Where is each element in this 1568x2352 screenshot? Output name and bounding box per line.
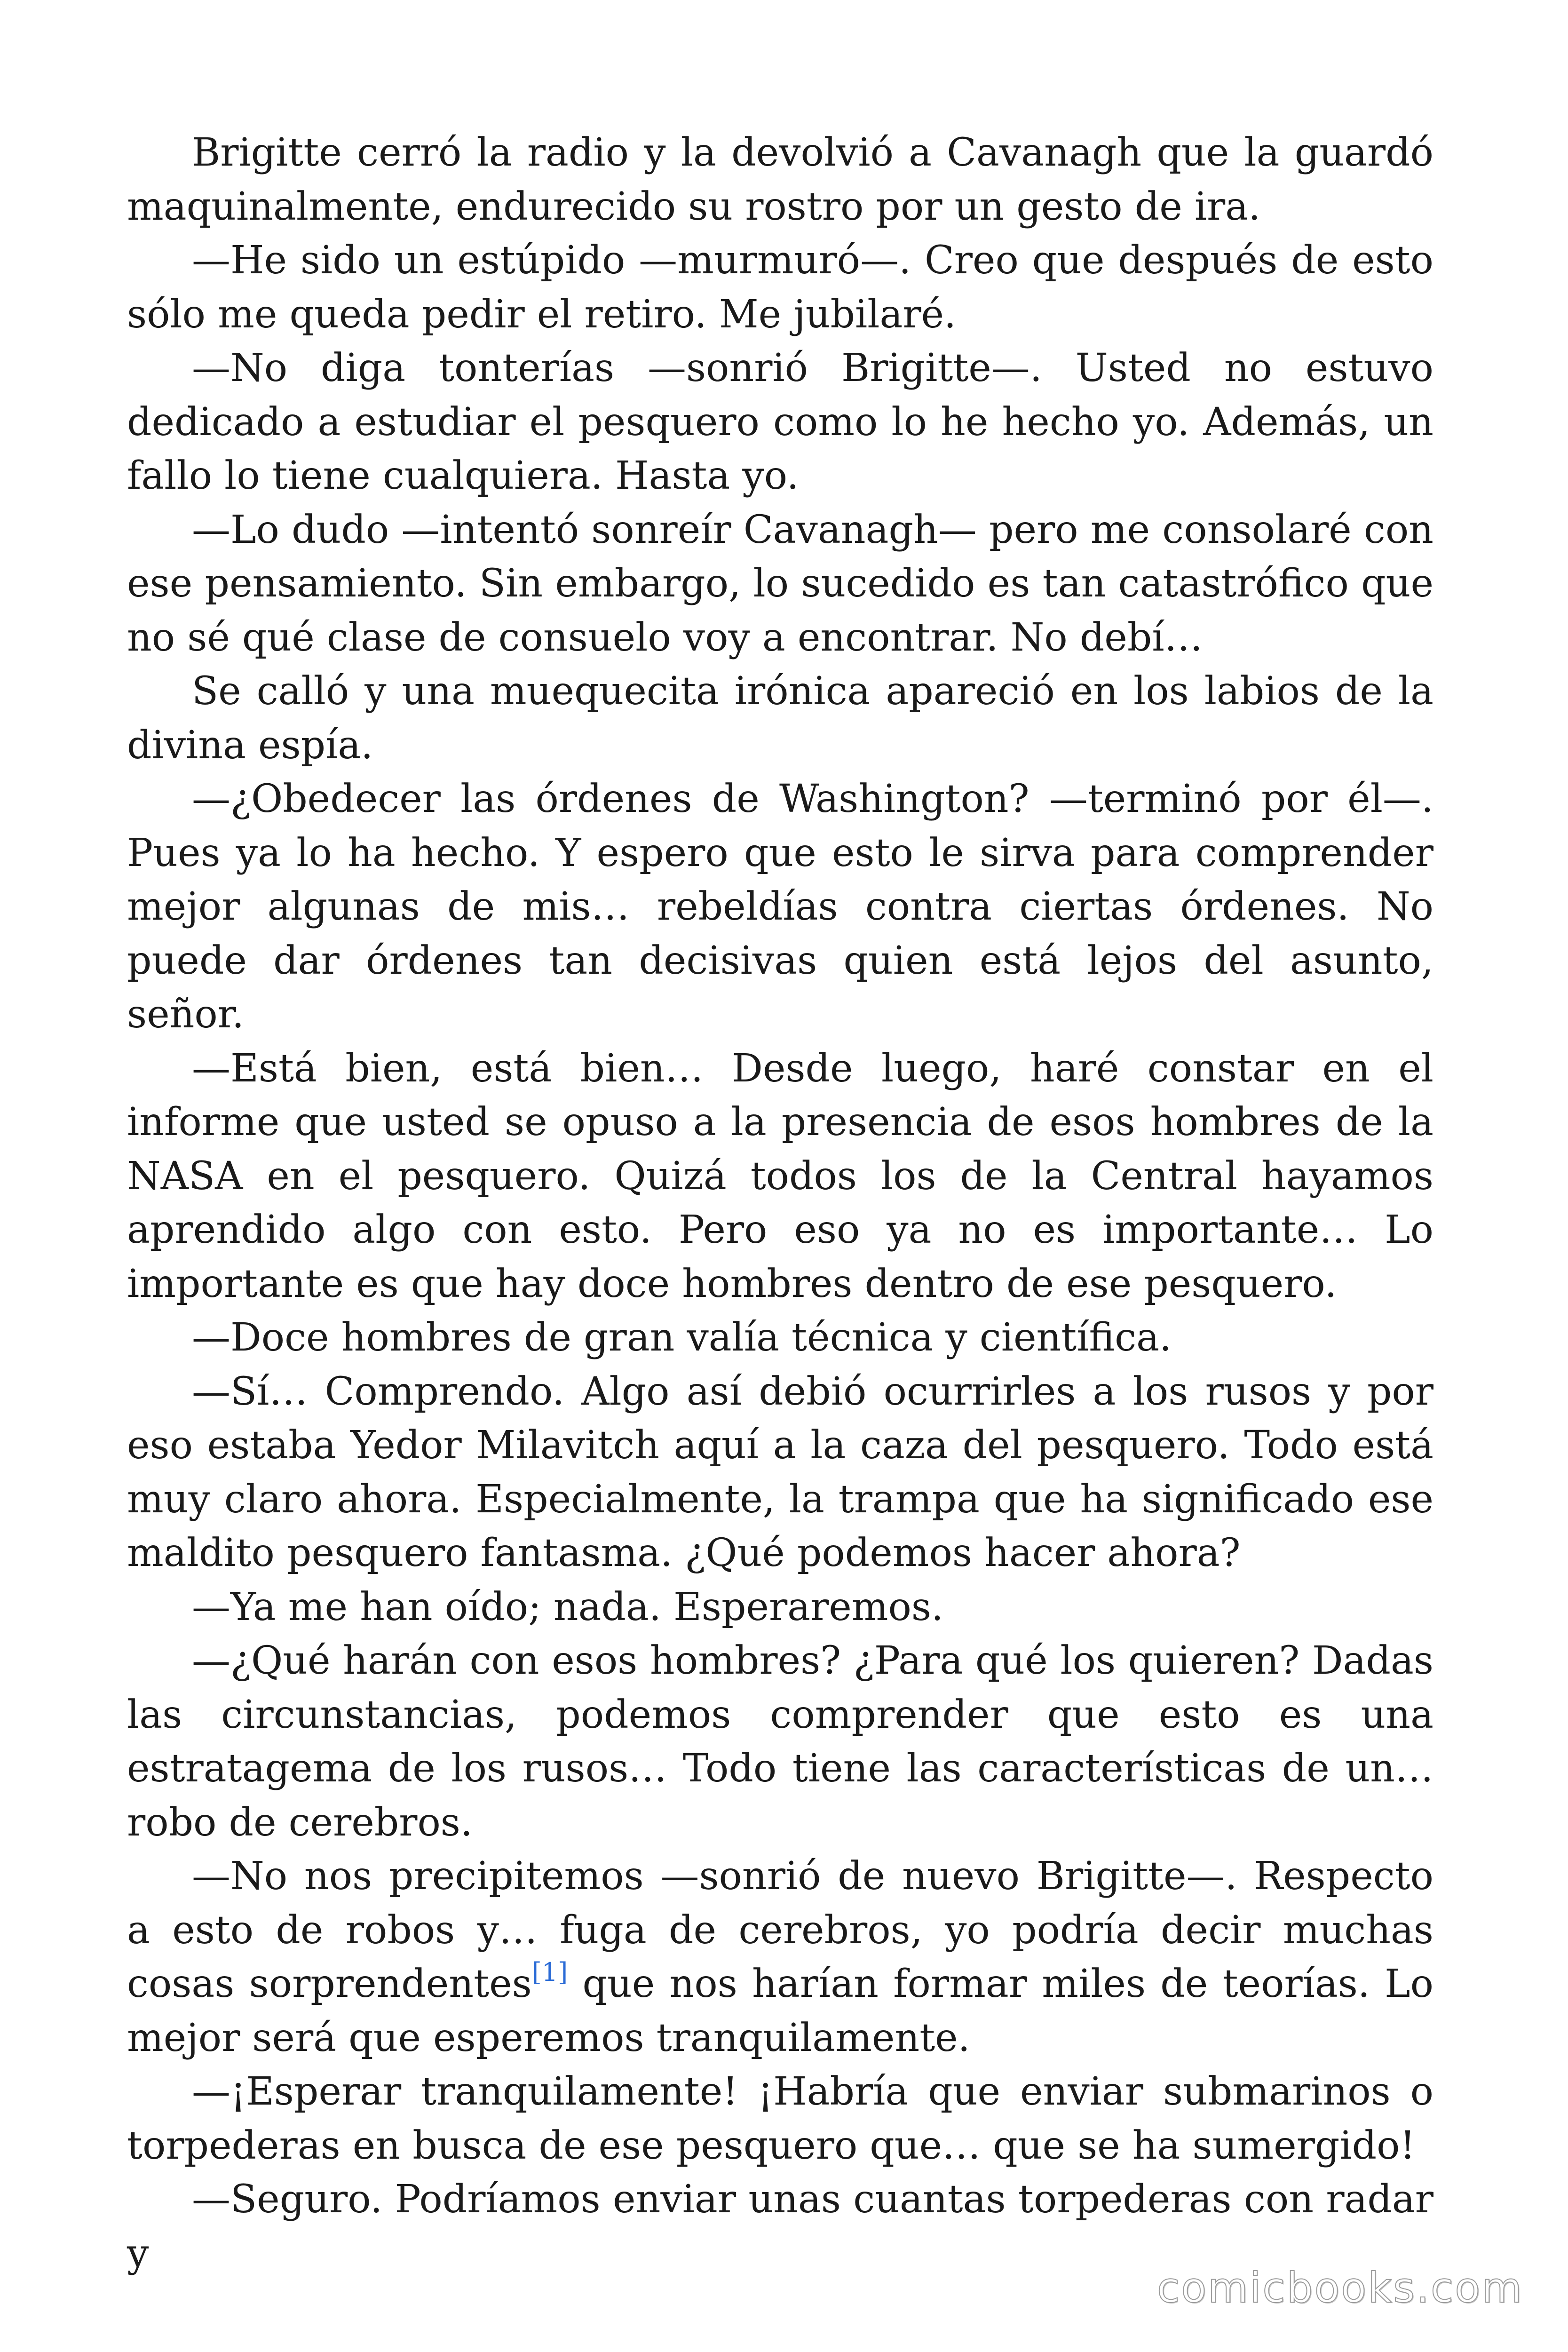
- paragraph: —¡Esperar tranquilamente! ¡Habría que enviar submarinos o torpederas en busca de ese pesquero que… que se ha sumergido!: [127, 2069, 1433, 2168]
- paragraph: —Está bien, está bien… Desde luego, haré constar en el informe que usted se opuso a la presencia de esos hombres de la NASA en el pesquero. Quizá todos los de la Central hayamos aprendido algo con esto. Pero eso ya no es importante… Lo importante es que hay doce hombres dentro de ese pesquero.: [127, 1046, 1433, 1306]
- paragraph: Brigitte cerró la radio y la devolvió a Cavanagh que la guardó maquinalmente, endurecido su rostro por un gesto de ira.: [127, 130, 1433, 229]
- paragraph: —¿Obedecer las órdenes de Washington? —terminó por él—. Pues ya lo ha hecho. Y espero que esto le sirva para comprender mejor algunas de mis… rebeldías contra ciertas órdenes. No puede dar órdenes tan decisivas quien está lejos del asunto, señor.: [127, 777, 1433, 1037]
- paragraph: —Seguro. Podríamos enviar unas cuantas torpederas con radar y: [127, 2177, 1433, 2276]
- paragraph: —Lo dudo —intentó sonreír Cavanagh— pero me consolaré con ese pensamiento. Sin embargo, lo sucedido es tan catastrófico que no sé qué clase de consuelo voy a encontrar. No debí…: [127, 507, 1433, 660]
- paragraph: —He sido un estúpido —murmuró—. Creo que después de esto sólo me queda pedir el retiro. Me jubilaré.: [127, 238, 1433, 337]
- paragraph: Se calló y una muequecita irónica apareció en los labios de la divina espía.: [127, 669, 1433, 768]
- paragraph: —¿Qué harán con esos hombres? ¿Para qué los quieren? Dadas las circunstancias, podemos comprender que esto es una estratagema de los rusos… Todo tiene las características de un… robo de cerebros.: [127, 1638, 1433, 1845]
- paragraph: —Sí… Comprendo. Algo así debió ocurrirles a los rusos y por eso estaba Yedor Milavitch aquí a la caza del pesquero. Todo está muy claro ahora. Especialmente, la trampa que ha significado ese maldito pesquero fantasma. ¿Qué podemos hacer ahora?: [127, 1369, 1433, 1575]
- paragraph-with-footnote: [127, 1850, 1433, 2065]
- watermark-logo: comicbooks.com: [1156, 2264, 1523, 2312]
- paragraph-text-after-footnote: que nos harían formar miles de teorías. Lo mejor será que esperemos tranquilamente.: [127, 1962, 1433, 2060]
- book-page-body: [127, 126, 1433, 2280]
- paragraph: —Doce hombres de gran valía técnica y científica.: [192, 1315, 1172, 1360]
- paragraph: —No diga tonterías —sonrió Brigitte—. Usted no estuvo dedicado a estudiar el pesquero como lo he hecho yo. Además, un fallo lo tiene cualquiera. Hasta yo.: [127, 346, 1433, 498]
- paragraph: —Ya me han oído; nada. Esperaremos.: [192, 1584, 944, 1629]
- footnote-link[interactable]: [1]: [531, 1957, 568, 1987]
- paragraph-text-before-footnote: —No nos precipitemos —sonrió de nuevo Brigitte—. Respecto a esto de robos y… fuga de cerebros, yo podría decir muchas cosas sorprendentes: [127, 1854, 1433, 2006]
